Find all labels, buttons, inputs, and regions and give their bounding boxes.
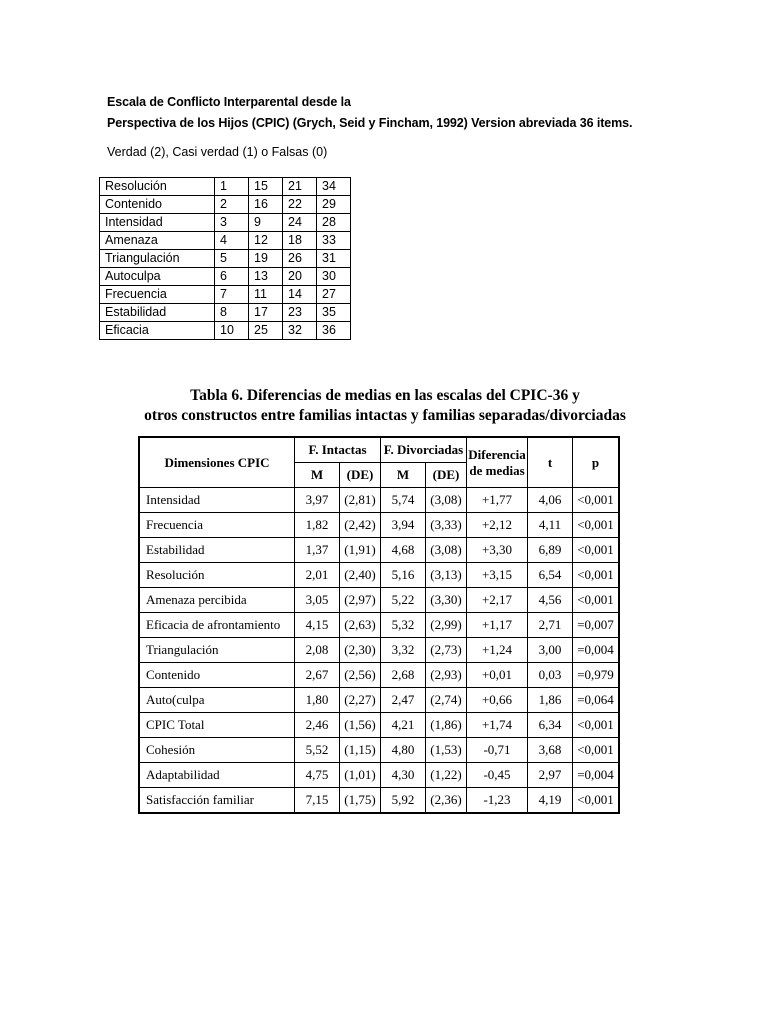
items-table-row (100, 322, 351, 340)
header-t: t (528, 437, 573, 488)
p-value: <0,001 (573, 788, 620, 814)
mean-intactas: 3,05 (295, 588, 340, 613)
table6-row (139, 663, 619, 688)
dimension-name: Satisfacción familiar (139, 788, 295, 814)
item-number: 36 (317, 322, 351, 340)
dimension-name: Eficacia de afrontamiento (139, 613, 295, 638)
sd-divorciadas: (2,99) (426, 613, 467, 638)
mean-difference: +1,17 (467, 613, 528, 638)
table6-row (139, 788, 619, 814)
dimension-name: Estabilidad (139, 538, 295, 563)
item-number: 10 (215, 322, 249, 340)
mean-intactas: 2,67 (295, 663, 340, 688)
mean-intactas: 7,15 (295, 788, 340, 814)
sd-intactas: (1,15) (340, 738, 381, 763)
t-value: 6,89 (528, 538, 573, 563)
sd-intactas: (2,97) (340, 588, 381, 613)
item-number: 14 (283, 286, 317, 304)
mean-difference: -0,45 (467, 763, 528, 788)
item-number: 31 (317, 250, 351, 268)
mean-intactas: 3,97 (295, 488, 340, 513)
mean-difference: +1,77 (467, 488, 528, 513)
heading-line-1: Escala de Conflicto Interparental desde la (107, 95, 351, 109)
mean-intactas: 4,15 (295, 613, 340, 638)
table6-row (139, 588, 619, 613)
item-number: 22 (283, 196, 317, 214)
mean-difference: -1,23 (467, 788, 528, 814)
dimension-name: Adaptabilidad (139, 763, 295, 788)
t-value: 4,56 (528, 588, 573, 613)
t-value: 2,97 (528, 763, 573, 788)
mean-difference: +1,24 (467, 638, 528, 663)
mean-divorciadas: 5,74 (381, 488, 426, 513)
item-number: 26 (283, 250, 317, 268)
mean-difference: +0,66 (467, 688, 528, 713)
table6-row (139, 688, 619, 713)
mean-intactas: 1,80 (295, 688, 340, 713)
header-dimensions: Dimensiones CPIC (139, 437, 295, 488)
sd-intactas: (2,40) (340, 563, 381, 588)
dimension-name: Intensidad (139, 488, 295, 513)
header-de-intactas: (DE) (340, 463, 381, 488)
sd-divorciadas: (2,74) (426, 688, 467, 713)
dimension-label: Amenaza (100, 232, 215, 250)
mean-divorciadas: 4,30 (381, 763, 426, 788)
t-value: 0,03 (528, 663, 573, 688)
header-diferencia: Diferencia de medias (467, 437, 528, 488)
mean-difference: -0,71 (467, 738, 528, 763)
sd-intactas: (2,56) (340, 663, 381, 688)
dimension-name: Frecuencia (139, 513, 295, 538)
table6-title-line-1: Tabla 6. Diferencias de medias en las escalas del CPIC-36 y (190, 387, 580, 404)
header-m-intactas: M (295, 463, 340, 488)
table6-row (139, 538, 619, 563)
sd-divorciadas: (3,13) (426, 563, 467, 588)
dimension-name: Resolución (139, 563, 295, 588)
p-value: <0,001 (573, 738, 620, 763)
sd-divorciadas: (2,73) (426, 638, 467, 663)
response-scale-note: Verdad (2), Casi verdad (1) o Falsas (0) (107, 145, 328, 159)
item-number: 27 (317, 286, 351, 304)
item-number: 5 (215, 250, 249, 268)
mean-intactas: 2,46 (295, 713, 340, 738)
sd-intactas: (1,01) (340, 763, 381, 788)
items-table-row (100, 196, 351, 214)
item-number: 7 (215, 286, 249, 304)
p-value: <0,001 (573, 713, 620, 738)
table6-row (139, 713, 619, 738)
items-table-row (100, 268, 351, 286)
table6-row (139, 613, 619, 638)
sd-divorciadas: (1,53) (426, 738, 467, 763)
table6-row (139, 638, 619, 663)
sd-intactas: (2,63) (340, 613, 381, 638)
mean-difference: +3,30 (467, 538, 528, 563)
sd-intactas: (1,75) (340, 788, 381, 814)
mean-divorciadas: 5,16 (381, 563, 426, 588)
mean-intactas: 2,01 (295, 563, 340, 588)
item-number: 6 (215, 268, 249, 286)
dimension-name: CPIC Total (139, 713, 295, 738)
dimension-name: Amenaza percibida (139, 588, 295, 613)
mean-intactas: 1,37 (295, 538, 340, 563)
p-value: <0,001 (573, 563, 620, 588)
mean-difference: +1,74 (467, 713, 528, 738)
item-number: 34 (317, 178, 351, 196)
p-value: =0,004 (573, 638, 620, 663)
item-number: 3 (215, 214, 249, 232)
sd-divorciadas: (3,08) (426, 538, 467, 563)
items-table-row (100, 178, 351, 196)
p-value: <0,001 (573, 513, 620, 538)
dimension-name: Triangulación (139, 638, 295, 663)
item-number: 28 (317, 214, 351, 232)
dimension-label: Estabilidad (100, 304, 215, 322)
header-divorciadas: F. Divorciadas (381, 437, 467, 463)
items-table-row (100, 232, 351, 250)
sd-divorciadas: (1,86) (426, 713, 467, 738)
table6-row (139, 763, 619, 788)
mean-divorciadas: 4,21 (381, 713, 426, 738)
p-value: =0,004 (573, 763, 620, 788)
t-value: 4,19 (528, 788, 573, 814)
sd-divorciadas: (3,33) (426, 513, 467, 538)
mean-intactas: 5,52 (295, 738, 340, 763)
mean-divorciadas: 2,47 (381, 688, 426, 713)
item-number: 8 (215, 304, 249, 322)
item-number: 12 (249, 232, 283, 250)
sd-intactas: (2,30) (340, 638, 381, 663)
mean-intactas: 1,82 (295, 513, 340, 538)
item-number: 35 (317, 304, 351, 322)
t-value: 3,00 (528, 638, 573, 663)
dimension-name: Cohesión (139, 738, 295, 763)
p-value: <0,001 (573, 588, 620, 613)
mean-difference: +2,12 (467, 513, 528, 538)
table6-row (139, 488, 619, 513)
item-number: 2 (215, 196, 249, 214)
dimension-name: Auto(culpa (139, 688, 295, 713)
item-number: 25 (249, 322, 283, 340)
item-number: 16 (249, 196, 283, 214)
mean-intactas: 4,75 (295, 763, 340, 788)
mean-intactas: 2,08 (295, 638, 340, 663)
item-number: 9 (249, 214, 283, 232)
p-value: <0,001 (573, 488, 620, 513)
item-number: 4 (215, 232, 249, 250)
mean-divorciadas: 4,80 (381, 738, 426, 763)
t-value: 4,11 (528, 513, 573, 538)
items-table-row (100, 214, 351, 232)
table6-row (139, 738, 619, 763)
item-number: 15 (249, 178, 283, 196)
mean-divorciadas: 5,92 (381, 788, 426, 814)
t-value: 4,06 (528, 488, 573, 513)
sd-divorciadas: (2,36) (426, 788, 467, 814)
item-number: 13 (249, 268, 283, 286)
sd-divorciadas: (1,22) (426, 763, 467, 788)
item-number: 24 (283, 214, 317, 232)
item-number: 33 (317, 232, 351, 250)
sd-intactas: (2,81) (340, 488, 381, 513)
item-number: 23 (283, 304, 317, 322)
p-value: =0,064 (573, 688, 620, 713)
mean-divorciadas: 4,68 (381, 538, 426, 563)
p-value: =0,979 (573, 663, 620, 688)
item-number: 18 (283, 232, 317, 250)
mean-divorciadas: 3,94 (381, 513, 426, 538)
sd-intactas: (1,56) (340, 713, 381, 738)
items-by-dimension-table (99, 177, 351, 340)
mean-difference: +0,01 (467, 663, 528, 688)
sd-intactas: (2,42) (340, 513, 381, 538)
dimension-name: Contenido (139, 663, 295, 688)
dimension-label: Autoculpa (100, 268, 215, 286)
sd-intactas: (2,27) (340, 688, 381, 713)
items-table-row (100, 286, 351, 304)
items-table-row (100, 250, 351, 268)
sd-intactas: (1,91) (340, 538, 381, 563)
document-heading (107, 92, 707, 134)
p-value: =0,007 (573, 613, 620, 638)
item-number: 20 (283, 268, 317, 286)
dimension-label: Contenido (100, 196, 215, 214)
t-value: 1,86 (528, 688, 573, 713)
dimension-label: Eficacia (100, 322, 215, 340)
item-number: 32 (283, 322, 317, 340)
table6-row (139, 563, 619, 588)
mean-difference: +2,17 (467, 588, 528, 613)
item-number: 1 (215, 178, 249, 196)
sd-divorciadas: (3,30) (426, 588, 467, 613)
item-number: 19 (249, 250, 283, 268)
sd-divorciadas: (3,08) (426, 488, 467, 513)
mean-divorciadas: 2,68 (381, 663, 426, 688)
sd-divorciadas: (2,93) (426, 663, 467, 688)
mean-divorciadas: 5,22 (381, 588, 426, 613)
t-value: 2,71 (528, 613, 573, 638)
dimension-label: Resolución (100, 178, 215, 196)
header-p: p (573, 437, 620, 488)
items-table-row (100, 304, 351, 322)
dimension-label: Triangulación (100, 250, 215, 268)
mean-divorciadas: 3,32 (381, 638, 426, 663)
item-number: 17 (249, 304, 283, 322)
t-value: 3,68 (528, 738, 573, 763)
table6-row (139, 513, 619, 538)
table6-title (100, 386, 670, 426)
table6 (138, 436, 620, 814)
t-value: 6,34 (528, 713, 573, 738)
dimension-label: Frecuencia (100, 286, 215, 304)
p-value: <0,001 (573, 538, 620, 563)
item-number: 21 (283, 178, 317, 196)
header-m-divorciadas: M (381, 463, 426, 488)
item-number: 11 (249, 286, 283, 304)
table6-title-line-2: otros constructos entre familias intactas y familias separadas/divorciadas (144, 407, 626, 424)
mean-divorciadas: 5,32 (381, 613, 426, 638)
item-number: 30 (317, 268, 351, 286)
t-value: 6,54 (528, 563, 573, 588)
heading-line-2: Perspectiva de los Hijos (CPIC) (Grych, Seid y Fincham, 1992) Version abreviada 36 items. (107, 116, 633, 130)
item-number: 29 (317, 196, 351, 214)
mean-difference: +3,15 (467, 563, 528, 588)
header-intactas: F. Intactas (295, 437, 381, 463)
header-de-divorciadas: (DE) (426, 463, 467, 488)
dimension-label: Intensidad (100, 214, 215, 232)
